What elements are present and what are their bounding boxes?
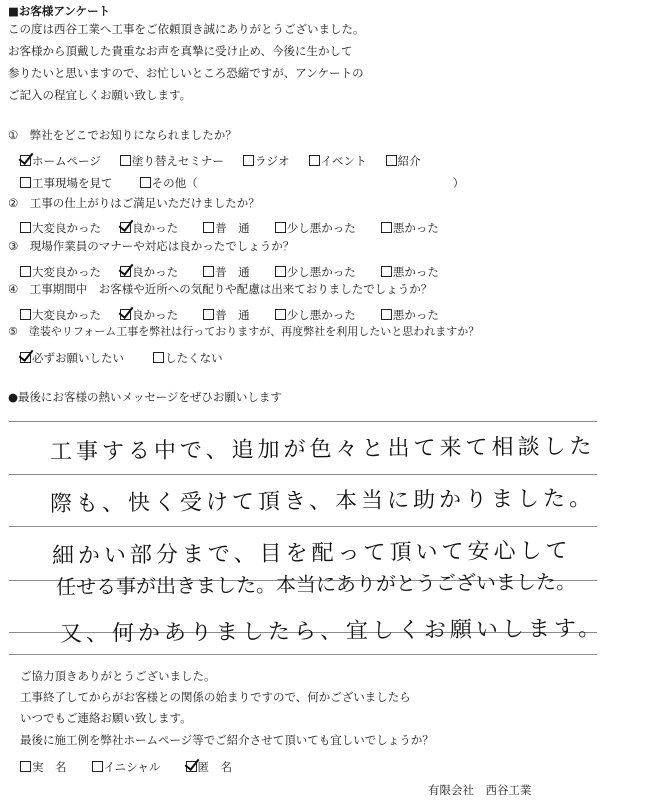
q3-option-good[interactable]: 良かった (120, 265, 178, 279)
q2-option-normal[interactable]: 普 通 (203, 221, 250, 235)
closing-line-4: 最後に施工例を弊社ホームページ等でご紹介させて頂いても宜しいでしょうか？ (20, 733, 434, 747)
q2-question: ② 工事の仕上がりはご満足いただけましたか？ (8, 196, 260, 210)
q2-option-slightly-bad[interactable]: 少し悪かった (275, 221, 356, 235)
q1-option-site[interactable]: 工事現場を見て (20, 176, 113, 190)
message-rule-2 (9, 474, 597, 475)
q1-other-close-paren: ） (452, 176, 465, 190)
q4-question: ④ 工事期間中 お客様や近所への気配りや配慮は出来ておりましたでしょうか？ (8, 282, 433, 296)
q5-option-no[interactable]: したくない (153, 351, 223, 365)
publish-checkbox-anonymous[interactable] (186, 761, 197, 772)
q3-checkbox-very-good[interactable] (20, 266, 31, 277)
q4-options (20, 304, 453, 323)
q3-checkbox-slightly-bad[interactable] (275, 266, 286, 277)
publish-checkbox-initials[interactable] (92, 761, 103, 772)
q3-options (20, 261, 453, 280)
q3-checkbox-good[interactable] (120, 266, 131, 277)
publish-checkbox-real-name[interactable] (20, 761, 31, 772)
q1-checkbox-seminar[interactable] (120, 155, 131, 166)
q2-option-good[interactable]: 良かった (120, 221, 178, 235)
message-rule-6 (9, 654, 597, 655)
q1-option-event[interactable]: イベント (309, 154, 367, 168)
q5-option-definitely[interactable]: 必ずお願いしたい (20, 351, 124, 365)
q1-checkbox-radio[interactable] (243, 155, 254, 166)
message-rule-1 (9, 421, 597, 422)
q1-option-homepage[interactable]: ホームページ (20, 154, 101, 168)
q4-option-good[interactable]: 良かった (120, 308, 178, 322)
q2-option-very-good[interactable]: 大変良かった (20, 221, 101, 235)
q1-checkbox-homepage[interactable] (20, 155, 31, 166)
q4-option-normal[interactable]: 普 通 (203, 308, 250, 322)
closing-line-2: 工事終了してからがお客様との関係の始まりですので、何かございましたら (20, 690, 411, 704)
q5-checkbox-definitely[interactable] (20, 352, 31, 363)
q1-option-other[interactable]: その他（ (140, 176, 198, 190)
q4-checkbox-bad[interactable] (381, 309, 392, 320)
q2-checkbox-bad[interactable] (381, 222, 392, 233)
message-handwritten-line-2: 際も、快く受けて頂き、本当に助かりました。 (49, 486, 596, 517)
intro-line-1: この度は西谷工業へ工事をご依頼頂き誠にありがとうございました。 (8, 22, 365, 36)
q1-option-referral[interactable]: 紹介 (386, 154, 421, 168)
publish-option-initials[interactable]: イニシャル (92, 760, 161, 774)
q4-checkbox-slightly-bad[interactable] (275, 309, 286, 320)
q4-option-bad[interactable]: 悪かった (381, 308, 439, 322)
q3-checkbox-bad[interactable] (381, 266, 392, 277)
survey-title: ■お客様アンケート (8, 4, 111, 18)
message-heading: ●最後にお客様の熱いメッセージをぜひお願いします (8, 390, 282, 404)
q2-checkbox-normal[interactable] (203, 222, 214, 233)
q1-checkbox-other[interactable] (140, 177, 151, 188)
message-rule-3 (9, 526, 597, 527)
q1-options-row1 (20, 150, 435, 169)
q1-question: ① 弊社をどこでお知りになられましたか？ (8, 128, 237, 142)
q1-checkbox-event[interactable] (309, 155, 320, 166)
intro-line-2: お客様から頂戴した貴重なお声を真摯に受け止め、今後に生かして (8, 44, 353, 58)
publish-option-real-name[interactable]: 実 名 (20, 760, 67, 774)
q2-option-bad[interactable]: 悪かった (381, 221, 439, 235)
q3-option-very-good[interactable]: 大変良かった (20, 265, 101, 279)
q1-option-radio[interactable]: ラジオ (243, 154, 290, 168)
message-handwritten-line-1: 工事する中で、追加が色々と出て来て相談した (49, 434, 596, 465)
message-handwritten-line-5: 又、何かありましたら、宜しくお願いします。 (59, 616, 605, 647)
q1-checkbox-referral[interactable] (386, 155, 397, 166)
closing-line-1: ご協力頂きありがとうございました。 (20, 669, 216, 683)
q4-checkbox-very-good[interactable] (20, 309, 31, 320)
q3-question: ③ 現場作業員のマナーや対応は良かったでしょうか？ (8, 239, 295, 253)
q4-checkbox-good[interactable] (120, 309, 131, 320)
intro-line-3: 参りたいと思いますので、お忙しいところ恐縮ですが、アンケートの (8, 66, 364, 80)
q3-option-normal[interactable]: 普 通 (203, 265, 250, 279)
q4-checkbox-normal[interactable] (203, 309, 214, 320)
q3-checkbox-normal[interactable] (203, 266, 214, 277)
q3-option-bad[interactable]: 悪かった (381, 265, 439, 279)
message-handwritten-line-4: 任せる事が出きました。本当にありがとうございました。 (55, 569, 577, 599)
q5-options (20, 347, 237, 366)
q1-option-seminar[interactable]: 塗り替えセミナー (120, 154, 224, 168)
message-handwritten-line-3: 細かい部分まで、目を配って頂いて安心して (51, 538, 572, 569)
publish-options (20, 756, 246, 775)
closing-line-3: いつでもご連絡お願い致します。 (20, 711, 192, 725)
intro-line-4: ご記入の程宜しくお願い致します。 (8, 88, 192, 102)
publish-option-anonymous[interactable]: 匿 名 (186, 760, 233, 774)
q4-option-slightly-bad[interactable]: 少し悪かった (275, 308, 356, 322)
q5-question: ⑤ 塗装やリフォーム工事を弊社は行っておりますが、再度弊社を利用したいと思われますか？ (8, 325, 480, 338)
q1-checkbox-site[interactable] (20, 177, 31, 188)
company-name: 有限会社 西谷工業 (428, 783, 532, 797)
q2-checkbox-very-good[interactable] (20, 222, 31, 233)
q2-checkbox-slightly-bad[interactable] (275, 222, 286, 233)
q5-checkbox-no[interactable] (153, 352, 164, 363)
q1-options-row2 (20, 172, 478, 191)
q2-options (20, 217, 453, 236)
q3-option-slightly-bad[interactable]: 少し悪かった (275, 265, 356, 279)
q4-option-very-good[interactable]: 大変良かった (20, 308, 101, 322)
q2-checkbox-good[interactable] (120, 222, 131, 233)
